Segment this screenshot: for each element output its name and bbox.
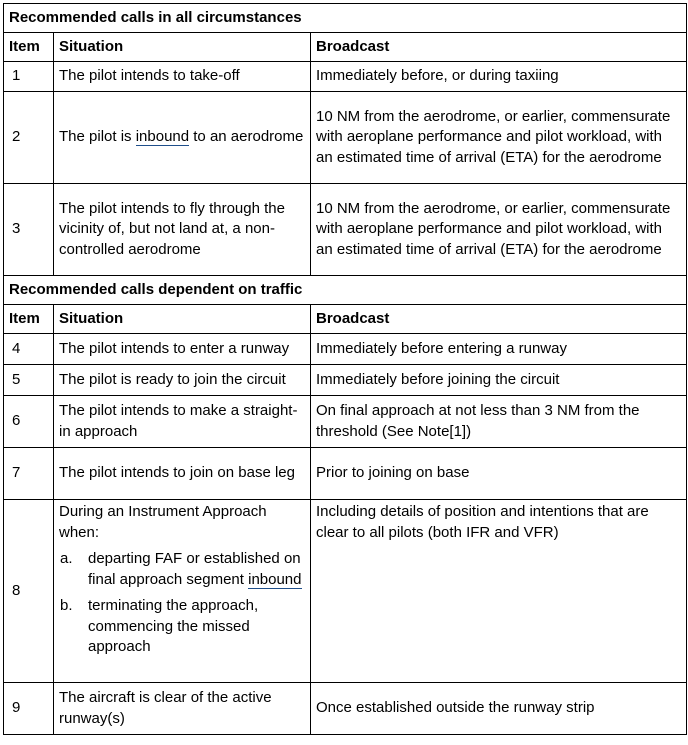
situation-cell: The pilot intends to fly through the vicinity of, but not land at, a non-controlled aerodrome [54,184,311,276]
broadcast-cell: Once established outside the runway strip [311,683,687,735]
item-header: Item [4,305,54,334]
item-number: 5 [4,365,54,396]
broadcast-cell: Immediately before joining the circuit [311,365,687,396]
inbound-link[interactable]: inbound [248,570,302,588]
situation-cell: The pilot intends to make a straight-in approach [54,396,311,448]
broadcast-cell: 10 NM from the aerodrome, or earlier, commensurate with aeroplane performance and pilot workload, with an estimated time of arrival (ETA) for the aerodrome [311,92,687,184]
situation-cell: The pilot intends to take-off [54,62,311,92]
table-row [4,448,687,500]
column-header-row [4,305,687,334]
section-title: Recommended calls in all circumstances [4,4,687,33]
broadcast-cell: 10 NM from the aerodrome, or earlier, commensurate with aeroplane performance and pilot workload, with an estimated time of arrival (ETA) for the aerodrome [311,184,687,276]
table-row [4,334,687,365]
situation-cell: The aircraft is clear of the active runway(s) [54,683,311,735]
recommended-calls-table [3,3,687,735]
section-header-row [4,276,687,305]
item-number: 9 [4,683,54,735]
table-row [4,92,687,184]
broadcast-cell: Immediately before, or during taxiing [311,62,687,92]
broadcast-cell: Prior to joining on base [311,448,687,500]
item-number: 2 [4,92,54,184]
item-number: 4 [4,334,54,365]
item-number: 6 [4,396,54,448]
situation-text: The pilot is [59,128,136,146]
table-row [4,184,687,276]
section-title: Recommended calls dependent on traffic [4,276,687,305]
broadcast-cell: Immediately before entering a runway [311,334,687,365]
table-row [4,500,687,683]
table-row [4,62,687,92]
broadcast-cell: On final approach at not less than 3 NM from the threshold (See Note[1]) [311,396,687,448]
situation-cell: The pilot intends to enter a runway [54,334,311,365]
table-row [4,683,687,735]
sub-list [59,549,305,658]
list-item [59,549,305,590]
item-number: 3 [4,184,54,276]
table-row [4,365,687,396]
situation-header: Situation [54,305,311,334]
item-header: Item [4,33,54,62]
list-marker: b. [60,597,73,614]
item-number: 8 [4,500,54,683]
situation-cell [54,500,311,683]
situation-cell [54,92,311,184]
item-number: 1 [4,62,54,92]
list-marker: a. [60,550,73,567]
section-header-row [4,4,687,33]
situation-cell: The pilot intends to join on base leg [54,448,311,500]
broadcast-cell: Including details of position and intentions that are clear to all pilots (both IFR and VFR) [311,500,687,683]
list-item [59,596,305,658]
broadcast-header: Broadcast [311,305,687,334]
inbound-link[interactable]: inbound [135,128,190,146]
situation-text: During an Instrument Approach when: [59,503,267,541]
situation-header: Situation [54,33,311,62]
situation-text: to an aerodrome [189,128,304,146]
situation-cell: The pilot is ready to join the circuit [54,365,311,396]
list-text: departing FAF or established on final approach segment [88,550,301,588]
broadcast-header: Broadcast [311,33,687,62]
column-header-row [4,33,687,62]
item-number: 7 [4,448,54,500]
list-text: terminating the approach, commencing the missed approach [88,597,259,655]
table-row [4,396,687,448]
